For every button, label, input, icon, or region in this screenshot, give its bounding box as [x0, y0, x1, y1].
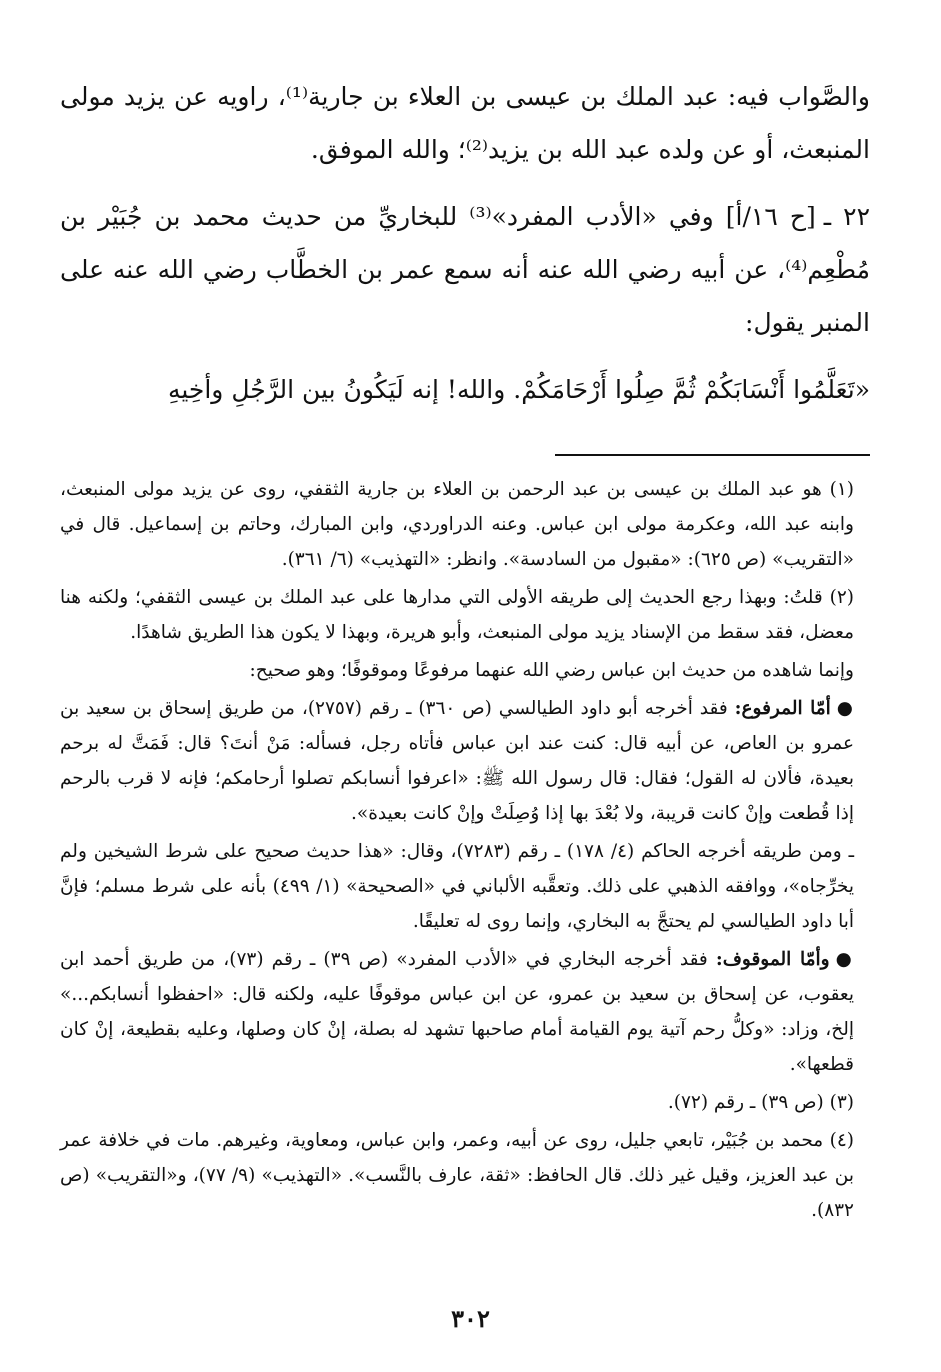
main-paragraph-3: «تَعَلَّمُوا أَنْسَابَكُمْ ثُمَّ صِلُوا أَرْحَامَكُمْ. والله! إنه لَيَكُونُ بين الرَّجُلِ وأخِيهِ: [167, 375, 870, 404]
footnotes: [60, 472, 870, 1228]
main-paragraph-2-text: [ح ١٦/أ] وفي «الأدب المفرد»⁽³⁾ للبخاريِّ من حديث محمد بن جُبَيْر بن مُطْعِم⁽⁴⁾، عن أبيه رضي الله عنه أنه سمع عمر بن الخطَّاب رضي الله عنه على المنبر يقول:: [60, 202, 870, 337]
footnote-2-hakim: ـ ومن طريقه أخرجه الحاكم (٤/ ١٧٨) ـ رقم (٧٢٨٣)، وقال: «هذا حديث صحيح على شرط الشيخين ولم يخرِّجاه»، ووافقه الذهبي على ذلك. وتعقَّبه الألباني في «الصحيحة» (١/ ٤٩٩) بأنه على شرط مسلم؛ فإنَّ أبا داود الطيالسي لم يحتجَّ به البخاري، وإنما روى له تعليقًا.: [60, 841, 854, 932]
hadith-number: ٢٢ ـ: [823, 202, 871, 231]
footnote-3: (٣) (ص ٣٩) ـ رقم (٧٢).: [667, 1092, 854, 1113]
footnote-2-marfu: [60, 691, 870, 831]
footnote-2: (٢) قلتُ: وبهذا رجع الحديث إلى طريقه الأولى التي مدارها على عبد الملك بن عيسى الثقفي؛ ولكنه هنا معضل، فقد سقط من الإسناد يزيد مولى المنبعث، وأبو هريرة، وبهذا لا يكون هذا الطريق شاهدًا.: [60, 587, 854, 643]
page-number: ٣٠٢: [451, 1304, 490, 1333]
main-text: [60, 70, 870, 416]
footnote-2-mawquf-lead: وأمّا الموقوف:: [715, 949, 830, 970]
footnote-2-continued: وإنما شاهده من حديث ابن عباس رضي الله عنهما مرفوعًا وموقوفًا؛ وهو صحيح:: [249, 660, 854, 681]
footnote-2-mawquf: [60, 942, 870, 1082]
footnote-4: (٤) محمد بن جُبَيْر، تابعي جليل، روى عن أبيه، وعمر، وابن عباس، ومعاوية، وغيرهم. مات في خلافة عمر بن عبد العزيز، وقيل غير ذلك. قال الحافظ: «ثقة، عارف بالنَّسب». «التهذيب» (٩/ ٧٧)، و«التقريب» (ص ٨٣٢).: [60, 1130, 854, 1221]
main-paragraph-1: والصَّواب فيه: عبد الملك بن عيسى بن العلاء بن جارية⁽¹⁾، راويه عن يزيد مولى المنبعث، أو عن ولده عبد الله بن يزيد⁽²⁾؛ والله الموفق.: [60, 82, 870, 164]
page-body: [60, 70, 870, 1231]
footnote-2-marfu-lead: أمّا المرفوع:: [734, 698, 831, 719]
main-paragraph-2: [60, 190, 870, 349]
footnote-1: (١) هو عبد الملك بن عيسى بن عبد الرحمن بن العلاء بن جارية الثقفي، روى عن يزيد مولى المنبعث، وابنه عبد الله، وعكرمة مولى ابن عباس. وعنه الدراوردي، وابن المبارك، وحاتم بن إسماعيل. قال في «التقريب» (ص ٦٢٥): «مقبول من السادسة». وانظر: «التهذيب» (٦/ ٣٦١).: [60, 479, 854, 570]
bullet-icon: ●: [835, 949, 854, 970]
footnote-separator: [555, 454, 870, 456]
bullet-icon: ●: [836, 698, 854, 719]
footnote-2-marfu-text: فقد أخرجه أبو داود الطيالسي (ص ٣٦٠) ـ رقم (٢٧٥٧)، من طريق إسحاق بن سعيد بن عمرو بن العاص، عن أبيه قال: كنت عند ابن عباس فأتاه رجل، فسأله: مَنْ أنتَ؟ قال: فَمَتَّ له برحم بعيدة، فألان له القول؛ فقال: قال رسول الله ﷺ: «اعرفوا أنسابكم تصلوا أرحامكم؛ فإنه لا قرب بالرحم إذا قُطعت وإنْ كانت قريبة، ولا بُعْدَ بها إذا وُصِلَتْ وإنْ كانت بعيدة».: [60, 698, 854, 824]
footnote-2-mawquf-text: فقد أخرجه البخاري في «الأدب المفرد» (ص ٣٩) ـ رقم (٧٣)، من طريق أحمد ابن يعقوب، عن إسحاق بن سعيد بن عمرو، عن ابن عباس موقوفًا عليه، ولكنه قال: «احفظوا أنسابكم...» إلخ، وزاد: «وكلُّ رحم آتية يوم القيامة أمام صاحبها تشهد له بصلة، إنْ كان وصلها، وعليه بقطيعة، إنْ كان قطعها».: [60, 949, 854, 1075]
